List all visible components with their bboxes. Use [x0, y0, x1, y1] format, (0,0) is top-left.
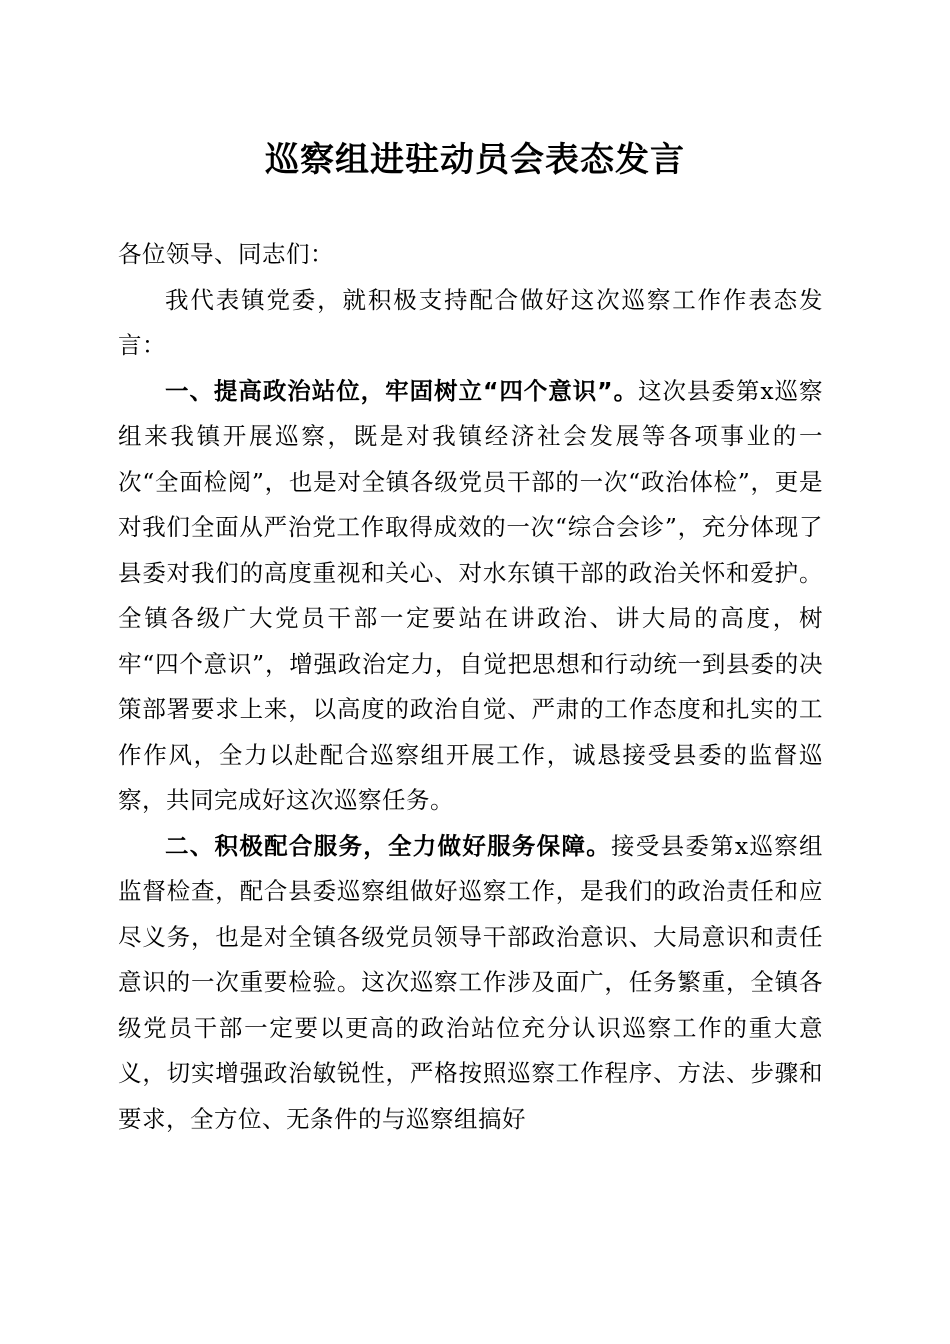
section-2-text: 接受县委第x巡察组监督检查，配合县委巡察组做好巡察工作，是我们的政治责任和应尽义务，也是对全镇各级党员领导干部政治意识、大局意识和责任意识的一次重要检验。这次巡察工作涉及面广，任务繁重，全镇各级党员干部一定要以更高的政治站位充分认识巡察工作的重大意义，切实增强政治敏锐性，严格按照巡察工作程序、方法、步骤和要求，全方位、无条件的与巡察组搞好: [118, 831, 823, 1133]
document-body: [118, 232, 823, 1142]
document-title: 巡察组进驻动员会表态发言: [265, 140, 685, 180]
salutation: 各位领导、同志们：: [118, 240, 334, 268]
section-1-heading: 一、提高政治站位，牢固树立“四个意识”。: [165, 376, 639, 405]
section-2-paragraph: [118, 824, 823, 1143]
section-1-text: 这次县委第x巡察组来我镇开展巡察，既是对我镇经济社会发展等各项事业的一次“全面检阅”，也是对全镇各级党员干部的一次“政治体检”，更是对我们全面从严治党工作取得成效的一次“综合会诊”，充分体现了县委对我们的高度重视和关心、对水东镇干部的政治关怀和爱护。全镇各级广大党员干部一定要站在讲政治、讲大局的高度，树牢“四个意识”，增强政治定力，自觉把思想和行动统一到县委的决策部署要求上来，以高度的政治自觉、严肃的工作态度和扎实的工作作风，全力以赴配合巡察组开展工作，诚恳接受县委的监督巡察，共同完成好这次巡察任务。: [118, 376, 824, 814]
section-1-paragraph: [118, 369, 823, 824]
intro-paragraph: 我代表镇党委，就积极支持配合做好这次巡察工作作表态发言：: [118, 285, 823, 359]
section-2-heading: 二、积极配合服务，全力做好服务保障。: [165, 831, 612, 860]
